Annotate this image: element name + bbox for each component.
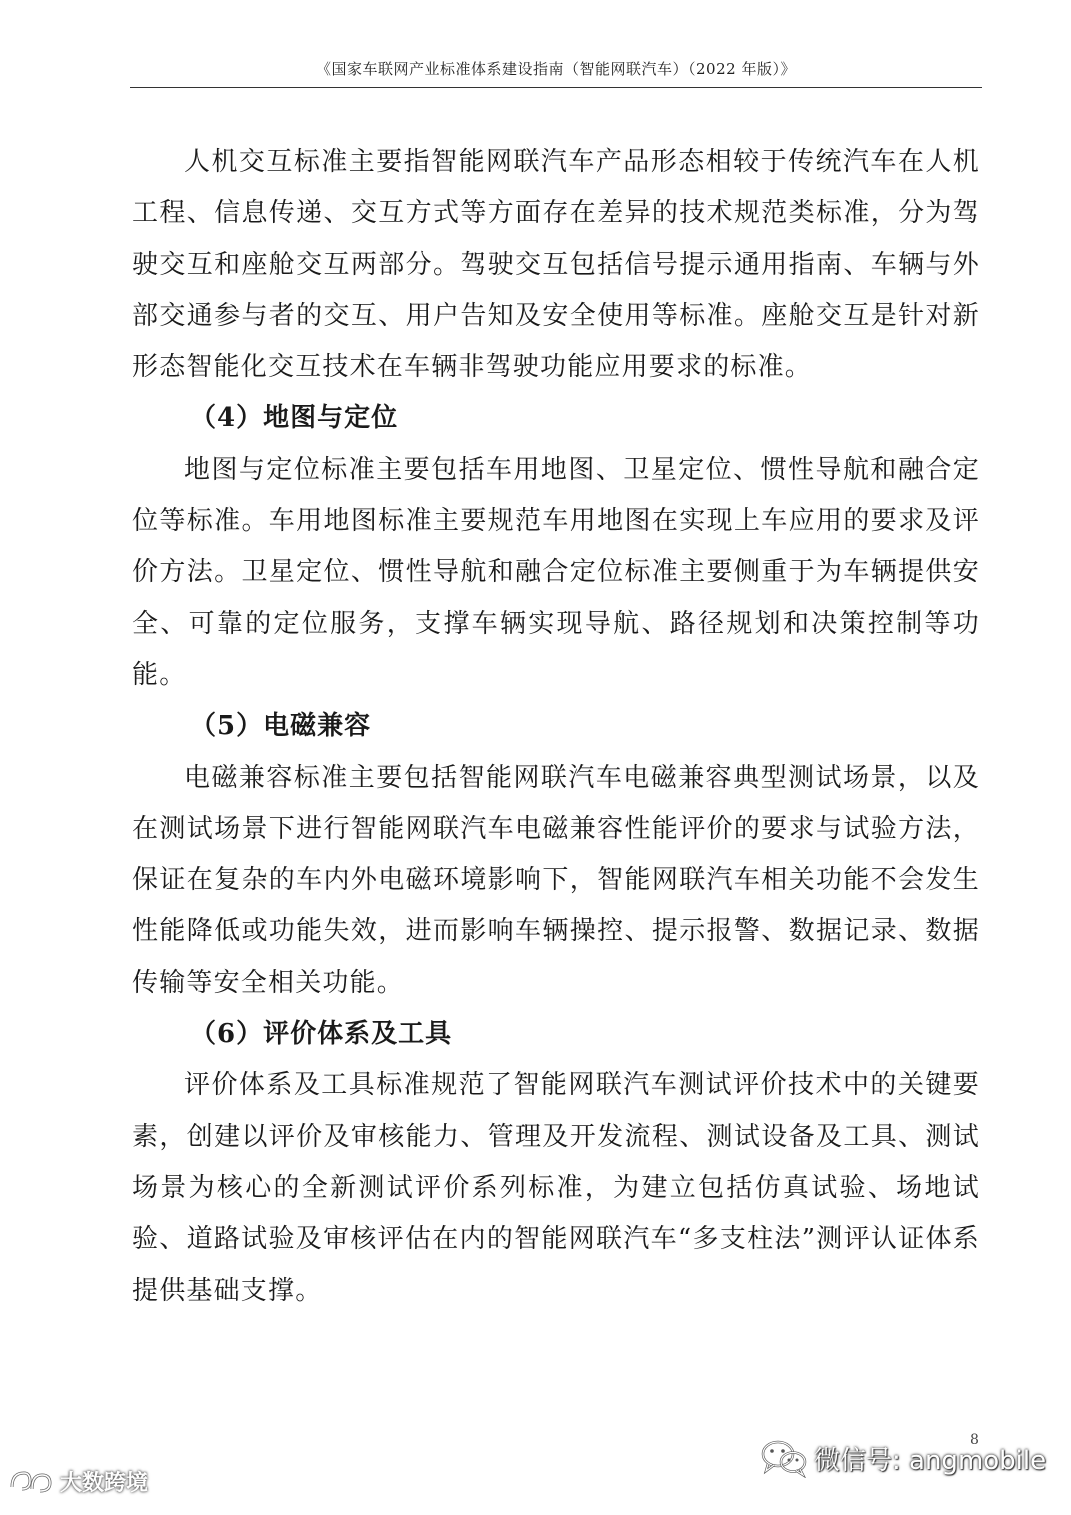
header-divider	[130, 87, 982, 88]
brand-logo-icon	[8, 1465, 54, 1497]
wechat-icon	[760, 1438, 808, 1478]
paragraph-hmi: 人机交互标准主要指智能网联汽车产品形态相较于传统汽车在人机工程、信息传递、交互方式等方面存在差异的技术规范类标准，分为驾驶交互和座舱交互两部分。驾驶交互包括信号提示通用指南、车辆与外部交通参与者的交互、用户告知及安全使用等标准。座舱交互是针对新形态智能化交互技术在车辆非驾驶功能应用要求的标准。	[132, 147, 980, 383]
section-heading-map-positioning: （4）地图与定位	[190, 403, 399, 434]
wechat-watermark	[760, 1438, 1046, 1478]
page-header-title: 《国家车联网产业标准体系建设指南（智能网联汽车）（2022 年版）》	[316, 60, 796, 78]
section-heading-emc: （5）电磁兼容	[190, 711, 372, 742]
paragraph-emc: 电磁兼容标准主要包括智能网联汽车电磁兼容典型测试场景，以及在测试场景下进行智能网联汽车电磁兼容性能评价的要求与试验方法，保证在复杂的车内外电磁环境影响下，智能网联汽车相关功能不会发生性能降低或功能失效，进而影响车辆操控、提示报警、数据记录、数据传输等安全相关功能。	[132, 762, 980, 998]
page-number: 8	[970, 1432, 979, 1448]
paragraph-evaluation: 评价体系及工具标准规范了智能网联汽车测试评价技术中的关键要素，创建以评价及审核能力、管理及开发流程、测试设备及工具、测试场景为核心的全新测试评价系列标准，为建立包括仿真试验、场地试验、道路试验及审核评估在内的智能网联汽车“多支柱法”测评认证体系提供基础支撑。	[132, 1070, 980, 1306]
section-heading-evaluation: （6）评价体系及工具	[190, 1019, 453, 1050]
wechat-id-text: 微信号: angmobile	[814, 1445, 1047, 1476]
brand-watermark-text: 大数跨境	[60, 1470, 149, 1496]
brand-watermark	[8, 1465, 148, 1497]
paragraph-map-positioning: 地图与定位标准主要包括车用地图、卫星定位、惯性导航和融合定位等标准。车用地图标准主要规范车用地图在实现上车应用的要求及评价方法。卫星定位、惯性导航和融合定位标准主要侧重于为车辆提供安全、可靠的定位服务，支撑车辆实现导航、路径规划和决策控制等功能。	[132, 454, 980, 690]
document-body	[132, 137, 980, 1317]
